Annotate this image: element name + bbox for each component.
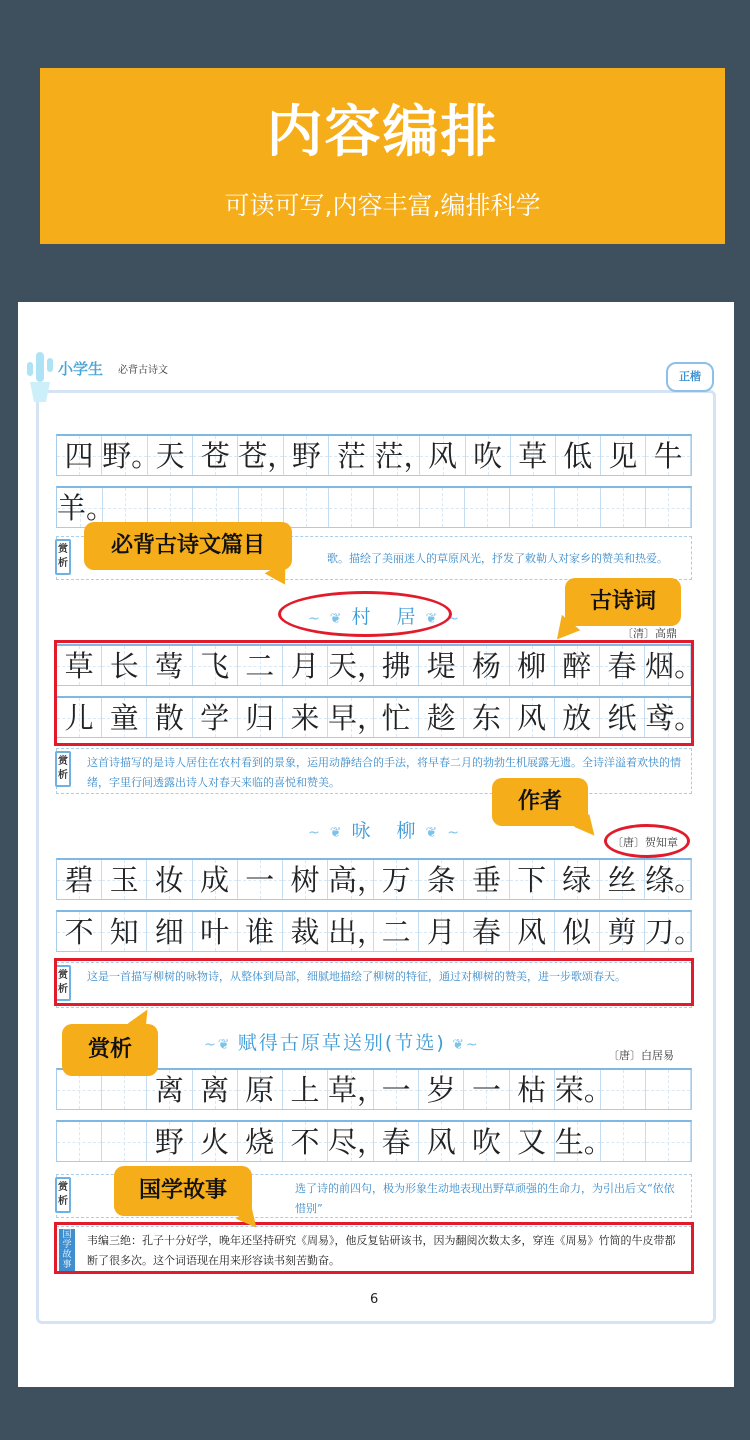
- grid-char: 一: [381, 1073, 411, 1107]
- title-highlight: [278, 591, 452, 637]
- grid-cell: [419, 1070, 464, 1109]
- grid-char: 春: [381, 1125, 411, 1159]
- grid-cell: [328, 698, 387, 737]
- grid-cell: [510, 488, 555, 527]
- grid-cell: [193, 436, 238, 475]
- callout-appreciation: 赏析: [62, 1024, 158, 1076]
- grid-char: 荣。: [554, 1073, 613, 1107]
- grid-char: 放: [562, 701, 592, 735]
- grid-char: 一: [471, 1073, 501, 1107]
- banner: [40, 68, 725, 244]
- grid-char: 条: [426, 863, 456, 897]
- grid-char: 早，: [328, 701, 387, 735]
- story-highlight: [54, 1222, 694, 1274]
- grid-char: 成: [200, 863, 230, 897]
- grid-cell: [419, 1122, 464, 1161]
- poem-title: [204, 1028, 480, 1055]
- grid-cell: [147, 912, 192, 951]
- grid-cell: [102, 436, 161, 475]
- grid-char: 拂: [381, 649, 411, 683]
- grid-char: 二: [381, 915, 411, 949]
- grid-cell: [646, 436, 691, 475]
- grid-cell: [57, 436, 102, 475]
- grid-cell: [464, 860, 509, 899]
- grid-char: 裁: [290, 915, 320, 949]
- grid-cell: [511, 436, 556, 475]
- grid-char: 又: [517, 1125, 547, 1159]
- grid-cell: [554, 1122, 613, 1161]
- grid-cell: [328, 860, 387, 899]
- grid-char: 树: [290, 863, 320, 897]
- grid-cell: [601, 436, 646, 475]
- appreciation-note: [56, 748, 692, 794]
- grid-cell: [555, 912, 600, 951]
- grid-cell: [600, 860, 645, 899]
- note-text: 这首诗描写的是诗人居住在农村看到的景象，运用动静结合的手法，将早春二月的勃勃生机展露无遗。全诗洋溢着欢快的情绪，字里行间透露出诗人对春天来临的喜悦和赞美。: [87, 756, 681, 789]
- grid-char: 细: [154, 915, 184, 949]
- grid-cell: [646, 1070, 691, 1109]
- grid-cell: [57, 1122, 102, 1161]
- grid-cell: [283, 1070, 328, 1109]
- grid-char: 四: [64, 439, 94, 473]
- grid-cell: [328, 646, 387, 685]
- grid-char: 野。: [102, 439, 161, 473]
- grid-cell: [554, 1070, 613, 1109]
- grid-cell: [193, 1122, 238, 1161]
- grid-cell: [510, 1122, 555, 1161]
- grid-cell: [328, 912, 387, 951]
- grid-cell: [283, 1122, 328, 1161]
- grid-char: 草: [518, 439, 548, 473]
- grid-cell: [646, 1122, 691, 1161]
- poem-author: 〔清〕高鼎: [622, 627, 677, 640]
- grid-cell: [328, 1070, 387, 1109]
- grid-char: 尽，: [328, 1125, 387, 1159]
- grid-cell: [238, 436, 297, 475]
- poem-title-text: 赋得古原草送别(节选): [237, 1032, 446, 1054]
- grid-char: 学: [200, 701, 230, 735]
- grid-cell: [238, 1070, 283, 1109]
- grid-cell: [464, 1070, 509, 1109]
- grid-char: 来: [290, 701, 320, 735]
- grid-cell: [510, 860, 555, 899]
- grid-char: 妆: [154, 863, 184, 897]
- grid-cell: [510, 912, 555, 951]
- grid-cell: [645, 646, 704, 685]
- grid-cell: [147, 1122, 192, 1161]
- poem-title-text: 村 居: [351, 606, 426, 628]
- grid-char: 天，: [328, 649, 387, 683]
- grid-char: 刀。: [645, 915, 704, 949]
- grid-cell: [374, 436, 433, 475]
- grid-cell: [238, 860, 283, 899]
- grid-char: 烟。: [645, 649, 704, 683]
- grid-char: 趁: [426, 701, 456, 735]
- writing-grid-row: [56, 910, 704, 952]
- grid-cell: [645, 698, 704, 737]
- swirl-icon: ❦~: [445, 1037, 480, 1053]
- grid-char: 枯: [517, 1073, 547, 1107]
- grid-cell: [147, 860, 192, 899]
- brand-sub: 必背古诗文: [118, 365, 168, 376]
- grid-char: 草: [64, 649, 94, 683]
- grid-char: 长: [109, 649, 139, 683]
- grid-cell: [193, 912, 238, 951]
- grid-char: 忙: [381, 701, 411, 735]
- grid-cell: [102, 912, 147, 951]
- grid-char: 苍，: [238, 439, 297, 473]
- grid-char: 茫，: [374, 439, 433, 473]
- grid-char: 苍: [200, 439, 230, 473]
- script-badge: 正楷: [666, 362, 714, 392]
- grid-char: 碧: [64, 863, 94, 897]
- swirl-icon: ❦~: [425, 611, 469, 627]
- grid-char: 出，: [328, 915, 387, 949]
- poem-author: 〔唐〕白居易: [608, 1049, 674, 1062]
- grid-cell: [419, 912, 464, 951]
- grid-cell: [328, 1122, 387, 1161]
- grid-char: 火: [200, 1125, 230, 1159]
- grid-char: 飞: [200, 649, 230, 683]
- grid-char: 吹: [473, 439, 503, 473]
- writing-grid-row: [56, 434, 692, 476]
- grid-char: 东: [471, 701, 501, 735]
- grid-char: 原: [245, 1073, 275, 1107]
- note-tag: 赏析: [55, 965, 71, 1001]
- writing-grid-row: [56, 858, 704, 900]
- grid-char: 月: [426, 915, 456, 949]
- poem-title: [308, 816, 469, 843]
- grid-cell: [238, 912, 283, 951]
- grid-char: 万: [381, 863, 411, 897]
- grid-cell: [646, 488, 691, 527]
- grid-char: 垂: [471, 863, 501, 897]
- grid-char: 春: [607, 649, 637, 683]
- callout-poem: 古诗词: [565, 578, 681, 626]
- grid-char: 知: [109, 915, 139, 949]
- grid-char: 绦。: [645, 863, 704, 897]
- poem-author: 〔唐〕贺知章: [612, 836, 678, 849]
- grid-char: 高，: [328, 863, 387, 897]
- grid-char: 莺: [154, 649, 184, 683]
- grid-char: 玉: [109, 863, 139, 897]
- grid-char: 岁: [426, 1073, 456, 1107]
- grid-cell: [555, 488, 600, 527]
- grid-char: 春: [471, 915, 501, 949]
- grid-char: 风: [517, 915, 547, 949]
- grid-char: 绿: [562, 863, 592, 897]
- grid-cell: [645, 912, 704, 951]
- note-tag: 赏析: [55, 751, 71, 787]
- grid-cell: [465, 488, 510, 527]
- grid-cell: [464, 912, 509, 951]
- story-text: 韦编三绝：孔子十分好学，晚年还坚持研究《周易》，他反复钻研该书，因为翻阅次数太多，穿连《周易》竹简的牛皮带都断了很多次。这个词语现在用来形容读书刻苦勤奋。: [87, 1234, 676, 1267]
- callout-story: 国学故事: [114, 1166, 252, 1216]
- grid-char: 牛: [653, 439, 683, 473]
- grid-char: 鸢。: [645, 701, 704, 735]
- grid-char: 烧: [245, 1125, 275, 1159]
- grid-char: 天: [155, 439, 185, 473]
- grid-char: 离: [154, 1073, 184, 1107]
- grid-char: 风: [426, 1125, 456, 1159]
- grid-char: 杨: [471, 649, 501, 683]
- banner-subtitle: 可读可写,内容丰富,编排科学: [224, 191, 541, 220]
- swirl-icon: ~❦: [308, 611, 352, 627]
- grid-char: 散: [154, 701, 184, 735]
- grid-char: 风: [428, 439, 458, 473]
- grid-cell: [466, 436, 511, 475]
- callout-author: 作者: [492, 778, 588, 826]
- grid-cell: [420, 436, 465, 475]
- grid-cell: [600, 912, 645, 951]
- grid-cell: [57, 912, 102, 951]
- grid-char: 上: [290, 1073, 320, 1107]
- grid-cell: [193, 860, 238, 899]
- grid-char: 儿: [64, 701, 94, 735]
- grid-char: 似: [562, 915, 592, 949]
- grid-cell: [419, 860, 464, 899]
- grid-char: 生。: [554, 1125, 613, 1159]
- grid-char: 茫: [336, 439, 366, 473]
- grid-char: 下: [517, 863, 547, 897]
- grid-char: 叶: [200, 915, 230, 949]
- grid-cell: [555, 860, 600, 899]
- grid-char: 丝: [607, 863, 637, 897]
- grid-cell: [284, 488, 329, 527]
- swirl-icon: ~❦: [204, 1037, 238, 1053]
- note-text: 这是一首描写柳树的咏物诗，从整体到局部，细腻地描绘了柳树的特征，通过对柳树的赞美，进一步歌颂春天。: [87, 970, 626, 983]
- brand-main: 小学生: [58, 360, 104, 378]
- swirl-icon: ❦~: [425, 825, 469, 841]
- grid-cell: [601, 488, 646, 527]
- grid-char: 野: [291, 439, 321, 473]
- grid-cell: [57, 488, 116, 527]
- grid-cell: [102, 1122, 147, 1161]
- grid-cell: [102, 860, 147, 899]
- story-tag: 国学故事: [59, 1229, 75, 1271]
- grid-cell: [374, 488, 419, 527]
- grid-char: 离: [200, 1073, 230, 1107]
- grid-char: 野: [154, 1125, 184, 1159]
- grid-cell: [556, 436, 601, 475]
- grid-char: 柳: [517, 649, 547, 683]
- grid-char: 低: [563, 439, 593, 473]
- grid-char: 不: [290, 1125, 320, 1159]
- grid-cell: [645, 860, 704, 899]
- grid-char: 风: [517, 701, 547, 735]
- note-tag: 赏析: [55, 539, 71, 575]
- grid-char: 童: [109, 701, 139, 735]
- grid-cell: [193, 1070, 238, 1109]
- grid-char: 不: [64, 915, 94, 949]
- grid-cell: [147, 1070, 192, 1109]
- grid-char: 剪: [607, 915, 637, 949]
- grid-char: 醉: [562, 649, 592, 683]
- grid-char: 月: [290, 649, 320, 683]
- note-text: 歌。描绘了美丽迷人的草原风光，抒发了敕勒人对家乡的赞美和热爱。: [327, 552, 668, 565]
- grid-char: 草，: [328, 1073, 387, 1107]
- grid-char: 一: [245, 863, 275, 897]
- grid-cell: [283, 860, 328, 899]
- grid-cell: [238, 1122, 283, 1161]
- page-number: 6: [370, 1292, 379, 1307]
- banner-title: 内容编排: [266, 100, 499, 165]
- writing-grid-row: [56, 1120, 692, 1162]
- grid-cell: [57, 860, 102, 899]
- grid-char: 见: [608, 439, 638, 473]
- grid-cell: [329, 488, 374, 527]
- grid-cell: [284, 436, 329, 475]
- cactus-icon: [22, 346, 56, 404]
- callout-titles: 必背古诗文篇目: [84, 522, 292, 570]
- author-highlight: [604, 824, 690, 858]
- grid-char: 谁: [245, 915, 275, 949]
- grid-cell: [464, 1122, 509, 1161]
- grid-char: 纸: [607, 701, 637, 735]
- grid-char: 吹: [471, 1125, 501, 1159]
- grid-cell: [510, 1070, 555, 1109]
- swirl-icon: ~❦: [308, 825, 352, 841]
- grid-cell: [329, 436, 374, 475]
- note-text: 选了诗的前四句，极为形象生动地表现出野草顽强的生命力，为引出后文“依依惜别”: [295, 1182, 675, 1215]
- grid-cell: [420, 488, 465, 527]
- grid-cell: [283, 912, 328, 951]
- note-tag: 赏析: [55, 1177, 71, 1213]
- poem-title-text: 咏 柳: [351, 820, 426, 842]
- grid-char: 堤: [426, 649, 456, 683]
- grid-char: 羊。: [57, 491, 116, 525]
- grid-char: 二: [245, 649, 275, 683]
- grid-char: 归: [245, 701, 275, 735]
- appreciation-highlight: [54, 958, 694, 1006]
